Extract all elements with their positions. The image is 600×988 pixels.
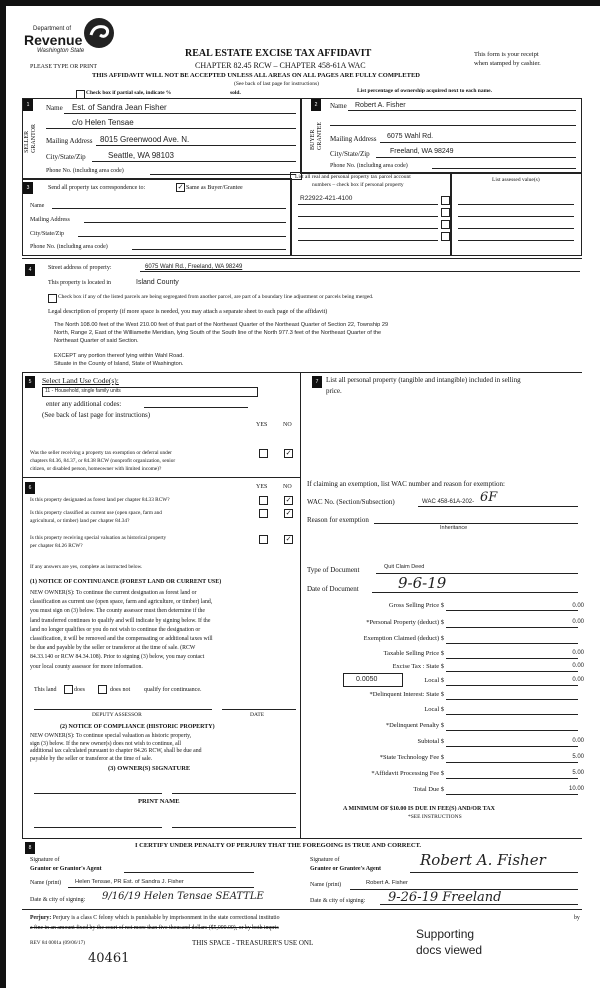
seller-city-label: City/State/Zip [46, 153, 86, 161]
street-address[interactable]: 6075 Wahl Rd., Freeland, WA 98249 [145, 264, 243, 270]
exemption-reason[interactable]: Inheritance [440, 525, 468, 531]
seller-address[interactable]: 8015 Greenwood Ave. N. [100, 135, 190, 144]
processing-fee-value[interactable]: 5.00 [572, 770, 584, 776]
print-name-label: PRINT NAME [138, 798, 180, 805]
assessed-value-section [450, 172, 582, 256]
excise-state-value[interactable]: 0.00 [572, 663, 584, 669]
notice2-title: (2) NOTICE OF COMPLIANCE (HISTORIC PROPERTY) [60, 724, 215, 730]
parcel-number[interactable]: R22922-421-4100 [300, 195, 353, 202]
no-header: NO [283, 484, 292, 490]
notice-line: you must sign on (3) below. The county assessor must then determine if the [30, 608, 206, 615]
forest-no-checkbox[interactable]: ✓ [285, 496, 292, 504]
exemption-label: If claiming an exemption, list WAC number and reason for exemption: [307, 480, 505, 488]
notice1-title: (1) NOTICE OF CONTINUANCE (FOREST LAND OR CURRENT USE) [30, 579, 222, 585]
delinquent-interest-state-label: *Delinquent Interest: State $ [369, 691, 444, 698]
segregated-checkbox[interactable] [48, 294, 57, 303]
forest-yes-checkbox[interactable] [259, 496, 268, 505]
grantee-name[interactable]: Robert A. Fisher [366, 880, 408, 886]
partial-sale-label: Check box if partial sale, indicate % [86, 90, 172, 96]
seller-phone-label: Phone No. (including area code) [46, 168, 124, 174]
personal-property-checkbox[interactable] [441, 220, 450, 229]
current-use-question: Is this property classified as current use (open space, farm and [30, 510, 162, 516]
tech-fee-label: *State Technology Fee $ [379, 754, 444, 761]
grantor-sig-label-2: Grantor or Grantor's Agent [30, 866, 102, 872]
yes-header: YES [256, 422, 268, 428]
notice-line: NEW OWNER(S): To continue the current designation as forest land or [30, 590, 197, 596]
gross-price-value[interactable]: 0.00 [572, 603, 584, 609]
receipt-note-2: when stamped by cashier. [474, 60, 541, 67]
sold-label: sold. [230, 90, 241, 96]
legal-line: North, Range 2, East of the Williamette Meridian, lying South of the South line of the North 977.3 feet of the Northeast Quarter of the [54, 330, 382, 336]
buyer-city-label: City/State/Zip [330, 150, 370, 158]
seller-name[interactable]: Est. of Sandra Jean Fisher [72, 103, 167, 112]
historic-yes-checkbox[interactable] [259, 535, 268, 544]
section-number-6: 6 [25, 482, 35, 494]
gross-price-label: Gross Selling Price $ [388, 602, 444, 609]
historic-no-checkbox[interactable]: ✓ [285, 535, 292, 543]
does-label: does [74, 687, 85, 693]
this-land-label: This land [34, 687, 57, 693]
excise-local-label: Local $ [424, 677, 444, 684]
tech-fee-value[interactable]: 5.00 [572, 754, 584, 760]
wac-label: WAC No. (Section/Subsection) [307, 498, 395, 506]
handwritten-number: 40461 [88, 951, 130, 966]
perjury-bold: Perjury: [30, 915, 52, 921]
grantor-name-label: Name (print) [30, 880, 62, 886]
current-use-yes-checkbox[interactable] [259, 509, 268, 518]
grantee-label: GRANTEE [317, 122, 323, 150]
exemption-question-3: citizen, or disabled person, homeowner with limited income)? [30, 466, 162, 472]
logo-line1: Department of [33, 26, 72, 32]
exemption-no-checkbox[interactable]: ✓ [285, 449, 292, 457]
personal-property-checkbox[interactable] [441, 196, 450, 205]
current-use-no-checkbox[interactable]: ✓ [285, 509, 292, 517]
correspondence-label: Send all property tax correspondence to: [48, 185, 146, 191]
logo-line3: Washington State [37, 48, 85, 54]
exemption-question: Was the seller receiving a property tax exemption or deferral under [30, 450, 172, 456]
segregated-label: Check box if any of the listed parcels are being segregated from another parcel, are part of a boundary line adjustment or parcels being merged. [58, 294, 374, 300]
date-label: DATE [250, 712, 265, 718]
grantee-sig-label-1: Signature of [310, 857, 340, 863]
notice-line: sign (3) below. If the new owner(s) does not wish to continue, all [30, 740, 181, 747]
section-number-7: 7 [312, 376, 322, 388]
reason-label: Reason for exemption [307, 516, 369, 524]
notice-line: payable by the seller or transferor at the time of sale. [30, 755, 153, 762]
buyer-address[interactable]: 6075 Wahl Rd. [387, 133, 434, 140]
personal-property-deduct-value[interactable]: 0.00 [572, 619, 584, 625]
section-number-4: 4 [25, 264, 35, 276]
taxable-price-label: Taxable Selling Price $ [383, 650, 444, 657]
grantee-sig-label-2: Grantee or Grantee's Agent [310, 866, 382, 872]
grantee-signature[interactable]: Robert A. Fisher [420, 851, 546, 869]
legal-line: The North 108.00 feet of the West 210.00 feet of that part of the Northeast Quarter of the Northeast Quarter of Section 22, Township 29 [54, 322, 389, 328]
section-number-8: 8 [25, 842, 35, 854]
doc-type-label: Type of Document [307, 566, 360, 574]
notice-line: additional tax calculated pursuant to chapter 84.26 RCW, shall be due and [30, 748, 202, 754]
yes-header: YES [256, 484, 268, 490]
see-back-note: (See back of last page for instructions) [234, 81, 319, 87]
current-use-question-2: agricultural, or timber) land per chapter 84.34? [30, 518, 130, 524]
scan-left-border [0, 0, 6, 988]
personal-property-deduct-label: *Personal Property (deduct) $ [366, 619, 444, 626]
land-use-see-back: (See back of last page for instructions) [42, 411, 151, 419]
buyer-address-label: Mailing Address [330, 135, 377, 143]
seller-city[interactable]: Seattle, WA 98103 [108, 151, 174, 160]
notice-line: 84.33.140 or RCW 84.34.108). Prior to signing (3) below, you may contact [30, 654, 205, 661]
subtotal-value[interactable]: 0.00 [572, 738, 584, 744]
notice-line: land transferred continues to qualify and will indicate by signing below. If the [30, 617, 211, 624]
county[interactable]: Island County [136, 279, 179, 286]
personal-property-label-2: price. [326, 387, 342, 395]
grantor-sig-label-1: Signature of [30, 857, 60, 863]
legal-line: EXCEPT any portion thereof lying within Wahl Road. [54, 353, 184, 359]
county-label: This property is located in [48, 280, 111, 286]
exemption-question-2: chapters 84.36, 84.37, or 84.38 RCW (nonprofit organization, senior [30, 458, 176, 464]
scan-top-border [0, 0, 600, 6]
seller-name-2[interactable]: c/o Helen Tensae [72, 118, 134, 127]
additional-codes-label: enter any additional codes: [46, 400, 122, 408]
personal-property-checkbox[interactable] [441, 232, 450, 241]
qualify-label: qualify for continuance. [144, 687, 202, 693]
delinquent-penalty-label: *Delinquent Penalty $ [385, 722, 444, 729]
doc-type[interactable]: Quit Claim Deed [384, 564, 425, 570]
does-not-checkbox[interactable] [98, 685, 107, 694]
local-rate-box [343, 673, 403, 687]
stamp-line-2: docs viewed [416, 943, 483, 957]
total-due-value[interactable]: 10.00 [568, 786, 584, 792]
grantee-name-label: Name (print) [310, 882, 342, 888]
perjury-line-1 [30, 916, 280, 922]
historic-question: Is this property receiving special valuation as historical property [30, 535, 167, 541]
processing-fee-label: *Affidavit Processing Fee $ [371, 770, 444, 777]
notice-line: your local county assessor for more information. [30, 663, 143, 670]
forest-question: Is this property designated as forest land per chapter 84.33 RCW? [30, 497, 170, 503]
form-revision: REV 84 0001a (09/06/17) [30, 940, 86, 946]
stamp-line-1: Supporting [416, 927, 475, 941]
grantor-date-city[interactable]: 9/16/19 Helen Tensae SEATTLE [102, 891, 264, 902]
parcel-header-2: numbers – check box if personal property [312, 182, 404, 188]
buyer-name-label: Name [330, 102, 347, 110]
wac-number[interactable]: WAC 458-61A-202- [422, 499, 475, 505]
notice-line: land no longer qualifies or you do not wish to continue the designation or [30, 626, 201, 633]
buyer-label: BUYER [310, 129, 316, 150]
grantee-date-city-label: Date & city of signing: [310, 898, 366, 904]
corr-city-label: City/State/Zip [30, 231, 64, 237]
notice-line: be due and payable by the seller or transferor at the time of sale. (RCW [30, 645, 196, 652]
grantee-date-city[interactable]: 9-26-19 Freeland [388, 890, 502, 905]
owner-signature-label: (3) OWNER(S) SIGNATURE [108, 765, 191, 772]
legal-label: Legal description of property (if more space is needed, you may attach a separate sheet to each page of the affidavit) [48, 309, 328, 315]
exemption-yes-checkbox[interactable] [259, 449, 268, 458]
section-number-5: 5 [25, 376, 35, 388]
personal-property-label: List all personal property (tangible and intangible) included in selling [326, 376, 521, 384]
no-header: NO [283, 422, 292, 428]
doc-date-label: Date of Document [307, 585, 359, 593]
personal-property-checkbox[interactable] [441, 208, 450, 217]
grantor-name[interactable]: Helen Tensae, PR Est. of Sandra J. Fisher [75, 879, 184, 885]
grantor-signature-line[interactable] [124, 872, 254, 873]
please-type: PLEASE TYPE OR PRINT [30, 64, 98, 70]
corr-name-label: Name [30, 203, 45, 209]
assessed-header: List assessed value(s) [492, 177, 540, 183]
warning: THIS AFFIDAVIT WILL NOT BE ACCEPTED UNLESS ALL AREAS ON ALL PAGES ARE FULLY COMPLETED [92, 72, 420, 79]
corr-address-label: Mailing Address [30, 217, 70, 223]
land-use-label: Select Land Use Code(s): [42, 376, 119, 385]
treasurer-use: THIS SPACE - TREASURER'S USE ONL [192, 939, 314, 947]
section-number-1: 1 [23, 99, 33, 111]
street-label: Street address of property: [48, 265, 112, 271]
taxable-price-value[interactable]: 0.00 [572, 650, 584, 656]
seller-address-label: Mailing Address [46, 137, 93, 145]
perjury-text: Perjury is a class C felony which is punishable by imprisonment in the state correctional institutio [52, 915, 280, 921]
buyer-phone-label: Phone No. (including area code) [330, 163, 408, 169]
excise-state-label: Excise Tax : State $ [392, 663, 444, 670]
receipt-note-1: This form is your receipt [474, 51, 539, 58]
perjury-by: by [574, 915, 580, 921]
legal-line: Northeast Quarter of said Section. [54, 338, 139, 344]
seller-name-label: Name [46, 104, 63, 112]
land-use-select[interactable] [42, 387, 258, 397]
minimum-note: A MINIMUM OF $10.00 IS DUE IN FEE(S) AND/OR TAX [343, 806, 495, 812]
ownership-note: List percentage of ownership acquired next to each name. [357, 88, 492, 94]
grantor-label: GRANTOR [31, 124, 37, 153]
doc-date[interactable]: 9-6-19 [398, 574, 447, 592]
notice-line: NEW OWNER(S): To continue special valuation as historic property, [30, 733, 192, 739]
form-subtitle: CHAPTER 82.45 RCW – CHAPTER 458-61A WAC [195, 61, 366, 70]
if-yes-note: If any answers are yes, complete as instructed below. [30, 564, 143, 570]
notice-line: classification as current use (open space, farm and agriculture, or timber) land, [30, 599, 213, 606]
seller-label: SELLER [24, 130, 30, 153]
historic-question-2: per chapter 84.26 RCW? [30, 543, 83, 549]
logo-line2: Revenue [24, 32, 83, 48]
parcel-header-1: List all real and personal property tax parcel account [295, 174, 411, 180]
same-as-buyer-label: Same as Buyer/Grantee [186, 185, 243, 191]
wac-handwritten: 6F [480, 490, 498, 505]
certify-title: I CERTIFY UNDER PENALTY OF PERJURY THAT THE FOREGOING IS TRUE AND CORRECT. [135, 842, 422, 849]
section-number-3: 3 [23, 182, 33, 194]
perjury-line-2: a fine in an amount fixed by the court of not more than five thousand dollars ($5,000.00), or by both impris [30, 925, 279, 931]
total-due-label: Total Due $ [413, 786, 444, 793]
notice-line: classification, it will be removed and the compensating or additional taxes will [30, 636, 213, 643]
local-rate[interactable]: 0.0050 [356, 676, 378, 683]
does-not-label: does not [110, 687, 131, 693]
see-instructions: *SEE INSTRUCTIONS [408, 814, 462, 820]
same-as-buyer-checkbox[interactable]: ✓ [177, 183, 184, 191]
land-use-value: 11 - Household, single family units [45, 388, 121, 394]
swirl-logo-icon [82, 16, 116, 50]
buyer-city[interactable]: Freeland, WA 98249 [390, 148, 454, 155]
buyer-name[interactable]: Robert A. Fisher [355, 102, 406, 109]
grantor-date-city-label: Date & city of signing: [30, 897, 86, 903]
seller-side-label [24, 124, 38, 153]
exemption-claimed-label: Exemption Claimed (deduct) $ [363, 635, 444, 642]
buyer-side-label [310, 122, 324, 150]
deputy-assessor-label: DEPUTY ASSESSOR [92, 712, 142, 718]
does-checkbox[interactable] [64, 685, 73, 694]
legal-line: Situate in the County of Island, State of Washington. [54, 361, 184, 367]
notice2-text [30, 733, 300, 763]
subtotal-label: Subtotal $ [417, 738, 444, 745]
excise-local-value[interactable]: 0.00 [572, 677, 584, 683]
delinquent-interest-local-label: Local $ [424, 706, 444, 713]
supporting-docs-stamp [408, 918, 536, 968]
corr-phone-label: Phone No. (including area code) [30, 244, 108, 250]
notice1-text [30, 589, 300, 672]
form-title: REAL ESTATE EXCISE TAX AFFIDAVIT [185, 48, 372, 59]
section-number-2: 2 [311, 99, 321, 111]
